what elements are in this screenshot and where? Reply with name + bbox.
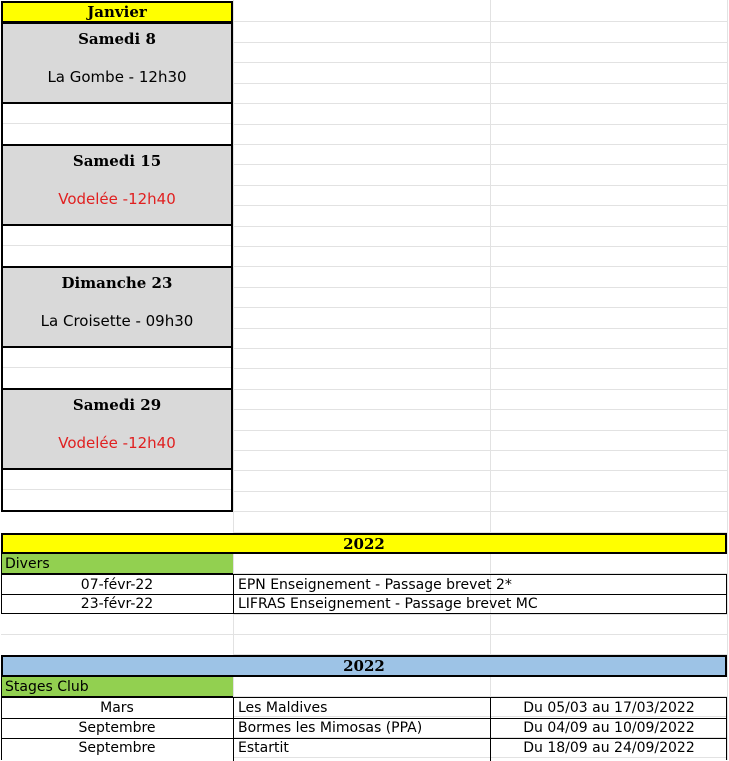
stage-row-dates: Du 18/09 au 24/09/2022 — [523, 740, 695, 756]
stages-year-header — [1, 655, 727, 677]
grid-row-line — [233, 389, 728, 390]
stage-row-place: Bormes les Mimosas (PPA) — [238, 720, 423, 736]
grid-row-line — [233, 21, 728, 22]
divers-label: Divers — [5, 555, 50, 572]
grid-row-line — [233, 450, 728, 451]
stage-row-dates: Du 04/09 au 10/09/2022 — [523, 720, 695, 736]
divers-label-cell — [1, 554, 233, 574]
stage-row-month: Mars — [100, 700, 134, 716]
stage-row-dates: Du 05/03 au 17/03/2022 — [523, 700, 695, 716]
stages-label: Stages Club — [5, 678, 89, 695]
event-day: Samedi 8 — [78, 30, 156, 48]
stage-row-place: Estartit — [238, 740, 289, 756]
divers-row-text: EPN Enseignement - Passage brevet 2* — [238, 576, 512, 593]
grid-row-line — [233, 409, 728, 410]
grid-row-line — [233, 42, 728, 43]
blank-rows — [1, 470, 233, 512]
event-block[interactable] — [1, 22, 233, 104]
grid-row-line — [233, 511, 728, 512]
event-place: La Croisette - 09h30 — [40, 312, 194, 330]
divers-row-date: 07-févr-22 — [80, 576, 154, 593]
grid-row-line — [233, 83, 728, 84]
grid-row-line — [233, 185, 728, 186]
event-day: Dimanche 23 — [61, 274, 173, 292]
stage-row-place: Les Maldives — [238, 700, 328, 716]
blank-rows — [1, 226, 233, 266]
event-place: La Gombe - 12h30 — [47, 68, 187, 86]
month-header — [1, 1, 233, 22]
blank-rows — [1, 104, 233, 144]
grid-row-line — [233, 348, 728, 349]
blank-rows — [1, 348, 233, 388]
stages-year: 2022 — [343, 657, 385, 675]
event-block[interactable] — [1, 266, 233, 348]
grid-row-line — [233, 246, 728, 247]
event-place: Vodelée -12h40 — [58, 190, 176, 208]
grid-row-line — [233, 368, 728, 369]
grid-row-line — [233, 124, 728, 125]
stage-row-month: Septembre — [78, 720, 156, 736]
event-block[interactable] — [1, 144, 233, 226]
event-block[interactable] — [1, 388, 233, 470]
grid-row-line — [233, 205, 728, 206]
grid-row-line — [233, 266, 728, 267]
grid-row-line — [233, 226, 728, 227]
grid-row-line — [233, 634, 728, 635]
grid-row-line — [233, 328, 728, 329]
grid-row-line — [233, 144, 728, 145]
grid-row-line — [233, 103, 728, 104]
divers-year: 2022 — [343, 534, 385, 553]
grid-row-line — [1, 634, 233, 635]
divers-year-header — [1, 533, 727, 554]
grid-row-line — [233, 470, 728, 471]
divers-row-text: LIFRAS Enseignement - Passage brevet MC — [238, 596, 538, 612]
stages-label-cell — [1, 677, 233, 697]
stage-row-month: Septembre — [78, 740, 156, 756]
event-day: Samedi 15 — [72, 152, 162, 170]
divers-row-date: 23-févr-22 — [80, 596, 154, 612]
grid-row-line — [233, 614, 728, 615]
grid-row-line — [233, 430, 728, 431]
event-day: Samedi 29 — [72, 396, 162, 414]
grid-row-line — [233, 164, 728, 165]
grid-row-line — [233, 491, 728, 492]
grid-row-line — [233, 287, 728, 288]
event-place: Vodelée -12h40 — [58, 434, 176, 452]
grid-row-line — [233, 62, 728, 63]
grid-row-line — [233, 307, 728, 308]
month-label: Janvier — [87, 3, 147, 21]
